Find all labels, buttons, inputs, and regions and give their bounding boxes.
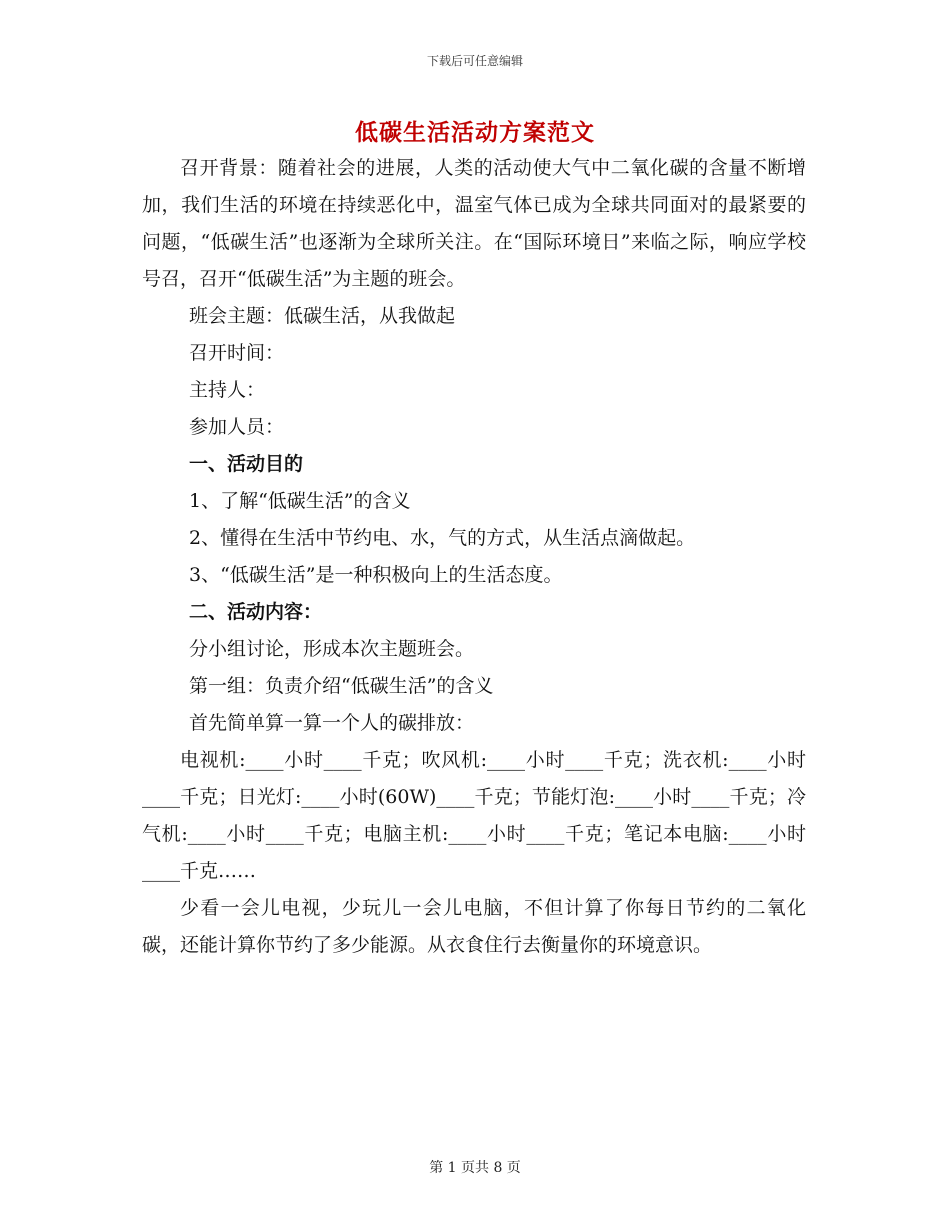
page-footer-number: 第 1 页共 8 页 <box>429 1160 521 1176</box>
document-body <box>142 150 806 964</box>
paragraph-conclusion: 少看一会儿电视，少玩儿一会儿电脑，不但计算了你每日节约的二氧化碳，还能计算你节约了多少能源。从衣食住行去衡量你的环境意识。 <box>142 897 806 956</box>
paragraph-meeting-theme: 班会主题：低碳生活，从我做起 <box>189 305 456 327</box>
paragraph-meeting-time: 召开时间： <box>189 342 285 364</box>
paragraph-group-one: 第一组：负责介绍“低碳生活”的含义 <box>189 675 494 697</box>
goal-item-3: 3、“低碳生活”是一种积极向上的生活态度。 <box>189 564 563 586</box>
section-heading-goals: 一、活动目的 <box>189 453 304 475</box>
paragraph-host: 主持人： <box>189 379 266 401</box>
goal-item-1: 1、了解“低碳生活”的含义 <box>189 490 411 512</box>
paragraph-appliance-blanks: 电视机:____小时____千克；吹风机:____小时____千克；洗衣机:____小时____千克；日光灯:____小时(60W)____千克；节能灯泡:____小时____千克；冷气机:____小时____千克；电脑主机:____小时____千克；笔记本电脑:____小时____千克…… <box>142 749 806 882</box>
paragraph-background: 召开背景：随着社会的进展，人类的活动使大气中二氧化碳的含量不断增加，我们生活的环境在持续恶化中，温室气体已成为全球共同面对的最紧要的问题，“低碳生活”也逐渐为全球所关注。在“国际环境日”来临之际，响应学校号召，召开“低碳生活”为主题的班会。 <box>142 157 806 290</box>
paragraph-carbon-calc-intro: 首先简单算一算一个人的碳排放： <box>189 712 475 734</box>
document-title: 低碳生活活动方案范文 <box>355 119 595 146</box>
paragraph-group-discussion: 分小组讨论，形成本次主题班会。 <box>189 638 475 660</box>
page-header-note: 下载后可任意编辑 <box>426 54 523 68</box>
goal-item-2: 2、懂得在生活中节约电、水，气的方式，从生活点滴做起。 <box>189 527 696 549</box>
paragraph-participants: 参加人员： <box>189 416 285 438</box>
section-heading-content: 二、活动内容： <box>189 601 323 623</box>
